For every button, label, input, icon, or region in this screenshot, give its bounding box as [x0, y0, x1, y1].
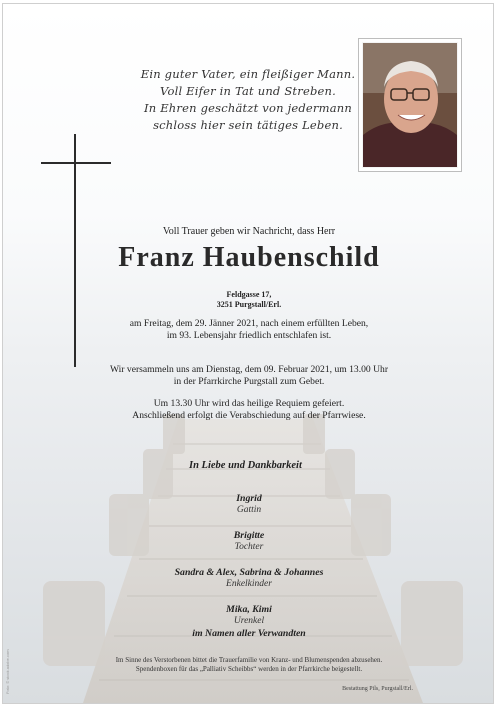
prayer-notice [63, 364, 435, 388]
mourner-relation: Urenkel [233, 616, 265, 626]
deceased-name: Franz Haubenschild [118, 242, 380, 273]
all-relatives: im Namen aller Verwandten [192, 628, 306, 639]
announcement-intro: Voll Trauer geben wir Nachricht, dass Herr [162, 226, 336, 237]
death-line: am Freitag, dem 29. Jänner 2021, nach einem erfüllten Leben, [129, 318, 369, 329]
mourner-relation: Tochter [234, 542, 264, 552]
donation-note [73, 656, 425, 674]
mourner-name: Sandra & Alex, Sabrina & Johannes [174, 567, 324, 578]
list-item [123, 604, 375, 627]
mourner-name: Brigitte [233, 530, 265, 541]
mourner-name: Ingrid [236, 493, 262, 504]
list-item [123, 530, 375, 553]
address-line: Feldgasse 17, [226, 290, 272, 299]
image-credit: Foto: © stock.adobe.com [5, 649, 10, 694]
deceased-address [63, 290, 435, 310]
mourner-relation: Enkelkinder [226, 579, 272, 589]
requiem-line: Anschließend erfolgt die Verabschiedung auf der Pfarrwiese. [132, 410, 366, 421]
death-notice [63, 318, 435, 342]
footer-line: Im Sinne des Verstorbenen bittet die Trauerfamilie von Kranz- und Blumenspenden abzusehen. [115, 656, 383, 664]
list-item [123, 567, 375, 590]
memorial-poem [123, 66, 373, 134]
mourner-relation: Gattin [236, 505, 262, 515]
list-item [123, 493, 375, 516]
prayer-line: in der Pfarrkirche Purgstall zum Gebet. [173, 376, 325, 387]
address-line: 3251 Purgstall/Erl. [216, 300, 282, 309]
death-line: im 93. Lebensjahr friedlich entschlafen ist. [166, 330, 332, 341]
funeral-home: Bestattung Pils, Purgstall/Erl. [342, 686, 413, 692]
portrait-photo-image [363, 43, 457, 167]
requiem-line: Um 13.30 Uhr wird das heilige Requiem gefeiert. [153, 398, 345, 409]
poem-line: In Ehren geschätzt von jedermann [144, 101, 352, 115]
poem-line: schloss hier sein tätiges Leben. [153, 118, 343, 132]
mourner-name: Mika, Kimi [226, 604, 272, 615]
footer-line: Spendenboxen für das „Palliativ Scheibbs“ werden in der Pfarrkirche beigestellt. [135, 665, 363, 673]
obituary-card [2, 3, 494, 704]
mourners-list [123, 493, 375, 641]
in-liebe-heading: In Liebe und Dankbarkeit [189, 460, 302, 471]
requiem-notice [63, 398, 435, 422]
latin-cross-icon-bar [41, 162, 111, 164]
portrait-photo [358, 38, 462, 172]
prayer-line: Wir versammeln uns am Dienstag, dem 09. Februar 2021, um 13.00 Uhr [109, 364, 389, 375]
poem-line: Ein guter Vater, ein fleißiger Mann. [140, 67, 356, 81]
poem-line: Voll Eifer in Tat und Streben. [160, 84, 336, 98]
